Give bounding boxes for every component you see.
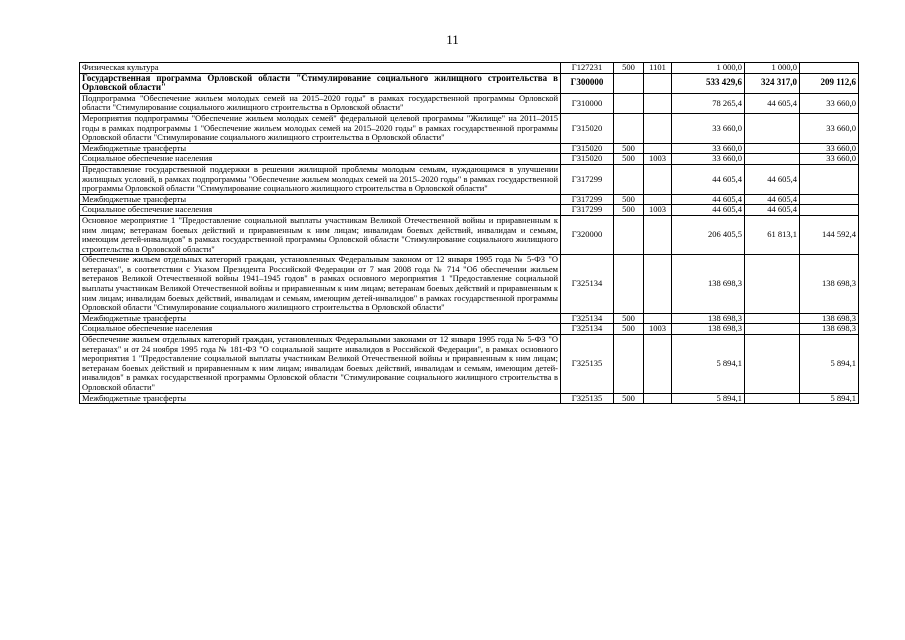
row-expense-type: 500 [614,324,644,335]
row-name: Межбюджетные трансферты [80,194,561,205]
row-total: 33 660,0 [672,143,745,154]
row-expense-type: 500 [614,313,644,324]
row-name: Государственная программа Орловской области "Стимулирование социального жилищного строительства в Орловской области" [80,73,561,93]
row-expense-type [614,93,644,113]
row-expense-type [614,215,644,254]
row-federal [745,154,800,165]
row-federal: 44 605,4 [745,93,800,113]
row-regional: 33 660,0 [800,143,859,154]
row-section: 1003 [644,324,672,335]
row-federal: 44 605,4 [745,164,800,194]
table-row [80,154,859,165]
row-federal [745,393,800,404]
row-code: Г325134 [561,255,614,314]
row-regional [800,164,859,194]
row-section: 1003 [644,154,672,165]
row-section [644,93,672,113]
table-row [80,164,859,194]
row-total: 138 698,3 [672,313,745,324]
row-expense-type [614,335,644,394]
row-regional: 33 660,0 [800,154,859,165]
row-regional: 33 660,0 [800,93,859,113]
row-code: Г325135 [561,335,614,394]
table-row [80,194,859,205]
table-row [80,113,859,143]
row-expense-type: 500 [614,154,644,165]
row-regional: 138 698,3 [800,255,859,314]
row-name: Предоставление государственной поддержки в решении жилищной проблемы молодым семьям, нуждающимся в улучшении жилищных условий, в рамках подпрограммы "Обеспечение жильем молодых семей на 2015–2020 годы" в рамках государственной программы Орловской области "Стимулирование социального жилищного строительства в Орловской области" [80,164,561,194]
row-name: Основное мероприятие 1 "Предоставление социальной выплаты участникам Великой Отечественной войны и приравненным к ним лицам; ветеранам боевых действий и приравненным к ним лицам; инвалидам боевых действий, инвалидам и семьям, имеющим детей-инвалидов" в рамках государственной программы Орловской области "Стимулирование социального жилищного строительства в Орловской области" [80,215,561,254]
row-section: 1101 [644,63,672,74]
row-code: Г315020 [561,113,614,143]
row-code: Г317299 [561,164,614,194]
row-total: 33 660,0 [672,113,745,143]
row-section: 1003 [644,205,672,216]
row-code: Г315020 [561,154,614,165]
row-name: Межбюджетные трансферты [80,143,561,154]
table-row [80,143,859,154]
row-federal: 44 605,4 [745,194,800,205]
row-regional: 5 894,1 [800,335,859,394]
row-regional [800,194,859,205]
table-row [80,63,859,74]
row-section [644,194,672,205]
row-total: 44 605,4 [672,164,745,194]
row-regional: 209 112,6 [800,73,859,93]
row-section [644,313,672,324]
row-federal [745,255,800,314]
table-row [80,205,859,216]
table-row [80,335,859,394]
row-federal [745,143,800,154]
row-expense-type [614,164,644,194]
row-name: Социальное обеспечение населения [80,154,561,165]
table-row [80,393,859,404]
row-section [644,255,672,314]
row-federal [745,335,800,394]
row-expense-type [614,113,644,143]
row-total: 206 405,5 [672,215,745,254]
row-code: Г325134 [561,313,614,324]
table-row [80,215,859,254]
row-total: 1 000,0 [672,63,745,74]
row-code: Г325135 [561,393,614,404]
row-section [644,143,672,154]
row-expense-type: 500 [614,143,644,154]
row-regional [800,205,859,216]
row-federal: 324 317,0 [745,73,800,93]
row-federal: 61 813,1 [745,215,800,254]
row-code: Г320000 [561,215,614,254]
row-regional [800,63,859,74]
row-federal: 1 000,0 [745,63,800,74]
budget-table [79,62,859,404]
row-code: Г310000 [561,93,614,113]
row-federal [745,113,800,143]
row-federal [745,324,800,335]
table-row [80,93,859,113]
row-name: Мероприятия подпрограммы "Обеспечение жильем молодых семей" федеральной целевой программы "Жилище" на 2011–2015 годы в рамках подпрограммы 1 "Обеспечение жильем молодых семей на 2015–2020 годы" в рамках государственной программы Орловской области "Стимулирование социального жилищного строительства в Орловской области" [80,113,561,143]
table-row [80,313,859,324]
row-section [644,215,672,254]
row-expense-type: 500 [614,205,644,216]
row-name: Социальное обеспечение населения [80,205,561,216]
row-total: 138 698,3 [672,324,745,335]
table-row [80,255,859,314]
row-code: Г127231 [561,63,614,74]
row-expense-type [614,255,644,314]
row-federal [745,313,800,324]
row-name: Социальное обеспечение населения [80,324,561,335]
row-name: Обеспечение жильем отдельных категорий граждан, установленных Федеральными законами от 12 января 1995 года № 5-ФЗ "О ветеранах" и от 24 ноября 1995 года № 181-ФЗ "О социальной защите инвалидов в Российской Федерации", в рамках основного мероприятия 1 "Предоставление социальной выплаты участникам Великой Отечественной войны и приравненным к ним лицам; ветеранам боевых действий и приравненным к ним лицам; инвалидам боевых действий, инвалидам и семьям, имеющим детей-инвалидов" в рамках государственной программы Орловской области "Стимулирование социального жилищного строительства в Орловской области" [80,335,561,394]
row-name: Межбюджетные трансферты [80,313,561,324]
row-expense-type: 500 [614,63,644,74]
row-section [644,393,672,404]
row-total: 5 894,1 [672,335,745,394]
row-regional: 144 592,4 [800,215,859,254]
row-expense-type [614,73,644,93]
row-total: 33 660,0 [672,154,745,165]
row-regional: 138 698,3 [800,313,859,324]
row-regional: 138 698,3 [800,324,859,335]
row-section [644,113,672,143]
row-total: 44 605,4 [672,205,745,216]
row-code: Г317299 [561,194,614,205]
row-name: Физическая культура [80,63,561,74]
row-total: 44 605,4 [672,194,745,205]
row-code: Г315020 [561,143,614,154]
budget-table-body [80,63,859,404]
row-regional: 33 660,0 [800,113,859,143]
row-total: 138 698,3 [672,255,745,314]
row-name: Подпрограмма "Обеспечение жильем молодых семей на 2015–2020 годы" в рамках государственной программы Орловской области "Стимулирование социального жилищного строительства в Орловской области" [80,93,561,113]
row-total: 78 265,4 [672,93,745,113]
row-total: 533 429,6 [672,73,745,93]
table-row [80,324,859,335]
row-code: Г300000 [561,73,614,93]
row-name: Обеспечение жильем отдельных категорий граждан, установленных Федеральным законом от 12 января 1995 года № 5-ФЗ "О ветеранах", в соответствии с Указом Президента Российской Федерации от 7 мая 2008 года № 714 "Об обеспечении жильем ветеранов Великой Отечественной войны 1941–1945 годов" в рамках основного мероприятия 1 "Предоставление социальной выплаты участникам Великой Отечественной войны и приравненным к ним лицам; ветеранам боевых действий и приравненным к ним лицам; инвалидам боевых действий, инвалидам и семьям, имеющим детей-инвалидов" в рамках государственной программы Орловской области "Стимулирование социального жилищного строительства в Орловской области" [80,255,561,314]
row-regional: 5 894,1 [800,393,859,404]
row-section [644,73,672,93]
row-total: 5 894,1 [672,393,745,404]
row-section [644,164,672,194]
page-number: 11 [446,32,459,47]
row-section [644,335,672,394]
table-row [80,73,859,93]
row-name: Межбюджетные трансферты [80,393,561,404]
row-code: Г317299 [561,205,614,216]
row-federal: 44 605,4 [745,205,800,216]
row-expense-type: 500 [614,194,644,205]
row-expense-type: 500 [614,393,644,404]
row-code: Г325134 [561,324,614,335]
